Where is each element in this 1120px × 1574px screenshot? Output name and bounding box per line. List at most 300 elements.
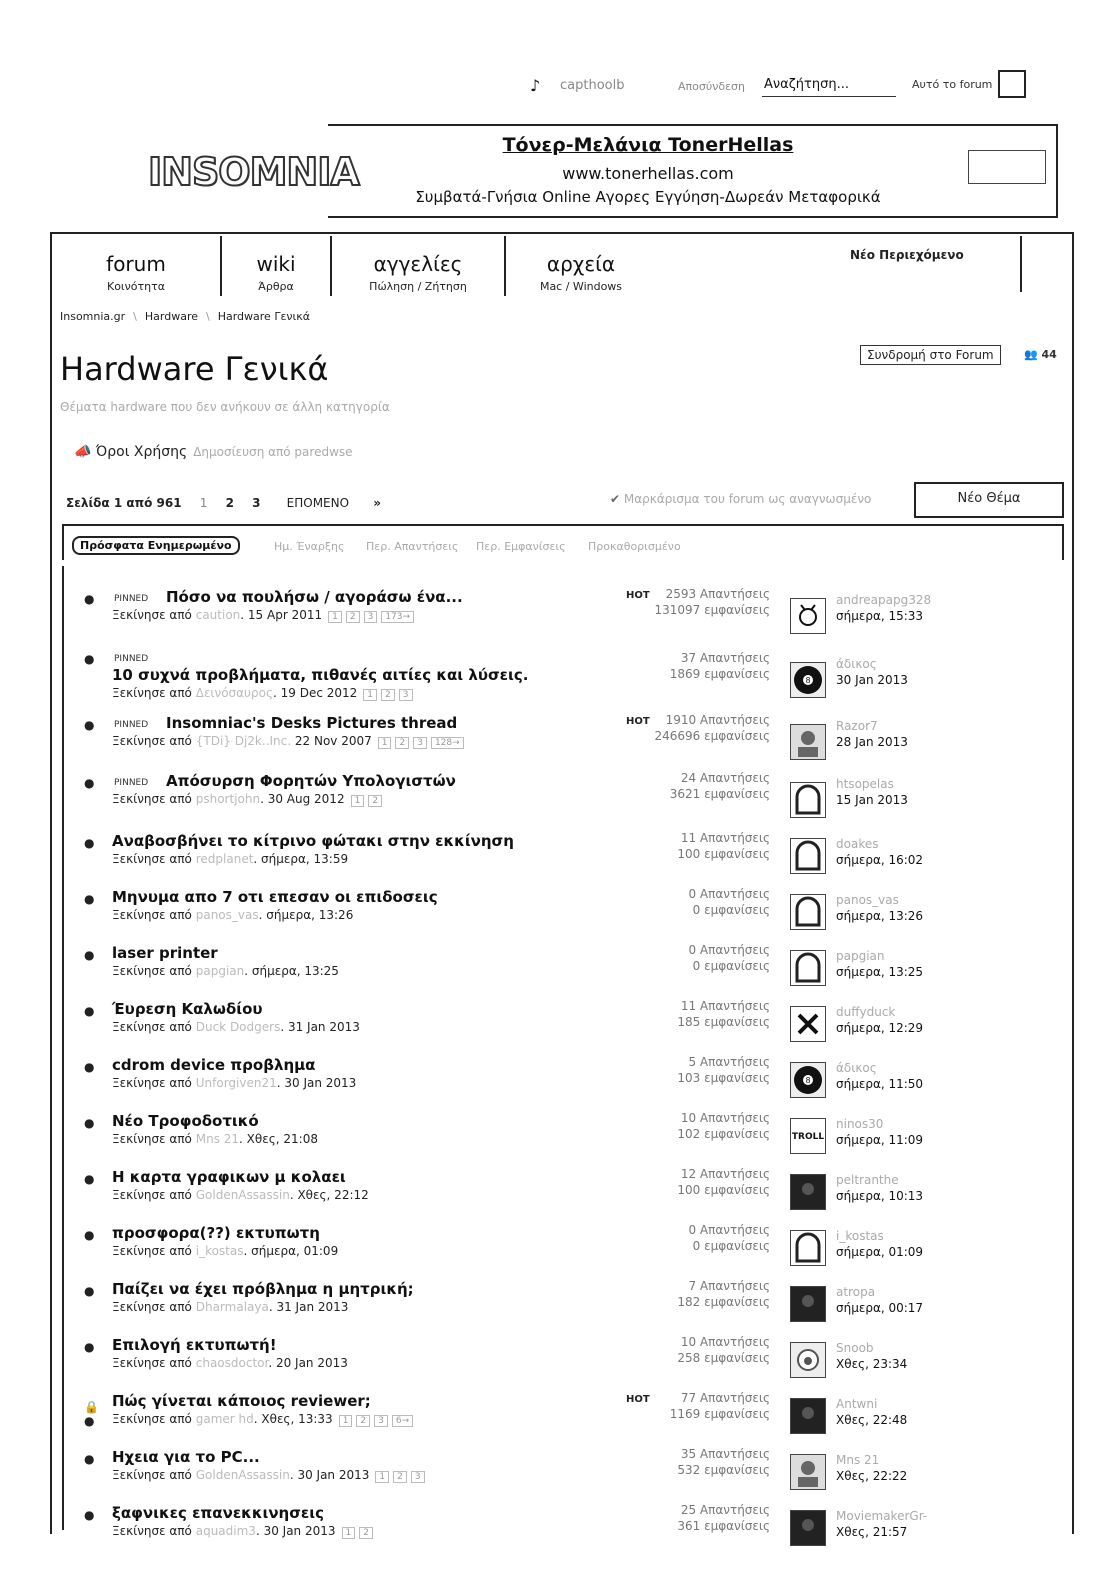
last-poster-name[interactable]: peltranthe [836, 1173, 899, 1187]
topic-page-link[interactable]: 1 [342, 1527, 356, 1539]
hot-badge: HOT [626, 1394, 650, 1405]
topic-title[interactable]: προσφορα(??) εκτυπωτη [112, 1224, 320, 1242]
last-poster-name[interactable]: andreapapg328 [836, 593, 932, 607]
last-poster-name[interactable]: Snoob [836, 1341, 874, 1355]
starter-name[interactable]: Mns 21 [195, 1132, 240, 1146]
unread-dot-icon[interactable]: ● [84, 1508, 95, 1522]
unread-dot-icon[interactable]: ● [84, 718, 95, 732]
topic-page-link[interactable]: 2 [381, 689, 395, 701]
topic-starter [112, 1524, 377, 1539]
starter-name[interactable]: aquadim3 [195, 1524, 256, 1538]
last-poster-name[interactable]: Antwni [836, 1397, 878, 1411]
topic-starter [112, 1188, 369, 1202]
last-post-date[interactable]: σήμερα, 16:02 [836, 853, 924, 867]
last-post-info [836, 948, 923, 980]
topic-starter [112, 734, 468, 749]
page-count-label: Σελίδα 1 από 961 [66, 496, 182, 510]
last-poster-name[interactable]: atropa [836, 1285, 876, 1299]
unread-dot-icon[interactable]: ● [84, 652, 95, 666]
unread-dot-icon[interactable]: ● [84, 1414, 95, 1428]
topic-row[interactable] [64, 824, 1060, 880]
breadcrumb-item[interactable]: Hardware [144, 310, 198, 323]
last-poster-name[interactable]: MoviemakerGr- [836, 1509, 928, 1523]
view-count: 103 εμφανίσεις [677, 1071, 770, 1085]
sort-tab-recent[interactable]: Πρόσφατα Ενημερωμένο [72, 536, 240, 555]
last-post-date[interactable]: σήμερα, 11:50 [836, 1077, 924, 1091]
topic-title[interactable]: Απόσυρση Φορητών Υπολογιστών [166, 772, 456, 790]
topic-row[interactable] [64, 1384, 1060, 1440]
starter-name[interactable]: redplanet [195, 852, 254, 866]
nav-tab-sublabel: Άρθρα [258, 280, 294, 293]
last-poster-name[interactable]: doakes [836, 837, 879, 851]
started-by-label: Ξεκίνησε από [112, 1412, 192, 1426]
topic-starter [112, 1412, 417, 1427]
topic-page-link[interactable]: 173→ [381, 611, 414, 623]
started-by-label: Ξεκίνησε από [112, 1244, 192, 1258]
ad-url[interactable]: www.tonerhellas.com [562, 164, 734, 183]
topic-row[interactable] [64, 1160, 1060, 1216]
topic-page-link[interactable]: 3 [399, 689, 413, 701]
last-poster-name[interactable]: htsopelas [836, 777, 894, 791]
reply-count: 11 Απαντήσεις [680, 831, 770, 845]
nav-tab-forum[interactable] [52, 236, 222, 296]
last-poster-avatar[interactable] [790, 1342, 826, 1378]
lock-icon: 🔒 [84, 1400, 99, 1414]
topic-starter [112, 792, 386, 807]
breadcrumb-item[interactable]: Insomnia.gr [60, 310, 126, 323]
search-scope-checkbox[interactable] [998, 70, 1026, 98]
topic-pages [328, 608, 418, 623]
last-poster-avatar[interactable] [790, 1510, 826, 1546]
view-count: 532 εμφανίσεις [677, 1463, 770, 1477]
topic-row[interactable] [64, 648, 1060, 704]
last-poster-name[interactable]: άδικος [836, 657, 877, 671]
mark-forum-read-label: Μαρκάρισμα του forum ως αναγνωσμένο [623, 492, 872, 506]
topic-starter [112, 908, 353, 922]
topic-row[interactable] [64, 1104, 1060, 1160]
topic-date: . 19 Dec 2012 [273, 686, 358, 700]
view-count: 131097 εμφανίσεις [654, 603, 770, 617]
reply-count: 10 Απαντήσεις [680, 1335, 770, 1349]
last-post-date[interactable]: 30 Jan 2013 [836, 673, 908, 687]
topic-starter [112, 1244, 338, 1258]
topic-page-link[interactable]: 1 [375, 1471, 389, 1483]
topic-title[interactable]: Insomniac's Desks Pictures thread [166, 714, 458, 732]
view-count: 100 εμφανίσεις [677, 847, 770, 861]
last-post-info [836, 1340, 907, 1372]
unread-dot-icon[interactable]: ● [84, 1340, 95, 1354]
started-by-label: Ξεκίνησε από [112, 1188, 192, 1202]
topic-page-link[interactable]: 3 [411, 1471, 425, 1483]
topic-starter [112, 964, 339, 978]
unread-dot-icon[interactable]: ● [84, 1228, 95, 1242]
mark-forum-read-link[interactable] [610, 492, 871, 506]
last-post-date[interactable]: σήμερα, 13:26 [836, 909, 924, 923]
topic-date: . 20 Jan 2013 [268, 1356, 348, 1370]
starter-name[interactable]: i_kostas [195, 1244, 244, 1258]
topic-row[interactable] [64, 936, 1060, 992]
started-by-label: Ξεκίνησε από [112, 1132, 192, 1146]
topic-title[interactable]: laser printer [112, 944, 218, 962]
search-scope-label: Αυτό το forum [912, 78, 993, 91]
last-poster-avatar[interactable] [790, 1230, 826, 1266]
last-post-date[interactable]: σήμερα, 12:29 [836, 1021, 924, 1035]
topic-row[interactable] [64, 584, 1060, 640]
last-poster-name[interactable]: Mns 21 [836, 1453, 880, 1467]
topic-date: . 30 Jan 2013 [276, 1076, 357, 1090]
announcement[interactable] [74, 444, 353, 460]
last-post-date[interactable]: σήμερα, 10:13 [836, 1189, 924, 1203]
unread-dot-icon[interactable]: ● [84, 892, 95, 906]
view-count: 258 εμφανίσεις [677, 1351, 770, 1365]
followers-icon: 👥 [1024, 348, 1042, 361]
starter-name[interactable]: {TDi} Dj2k..Inc. [195, 734, 292, 748]
last-poster-avatar[interactable] [790, 1174, 826, 1210]
topic-row[interactable] [64, 992, 1060, 1048]
reply-count: 0 Απαντήσεις [688, 1223, 770, 1237]
view-count: 1169 εμφανίσεις [669, 1407, 770, 1421]
last-post-date[interactable]: σήμερα, 00:17 [836, 1301, 924, 1315]
last-poster-avatar[interactable] [790, 1398, 826, 1434]
nav-tab-files[interactable] [506, 236, 656, 296]
last-post-info [836, 1172, 923, 1204]
started-by-label: Ξεκίνησε από [112, 908, 192, 922]
logout-link[interactable]: Αποσύνδεση [678, 80, 745, 93]
topic-date: . Χθες, 21:08 [239, 1132, 318, 1146]
hot-badge: HOT [626, 716, 650, 727]
starter-name[interactable]: caution [195, 608, 241, 622]
user-icon[interactable]: ♪ [530, 76, 541, 95]
unread-dot-icon[interactable]: ● [84, 836, 95, 850]
view-count: 0 εμφανίσεις [692, 959, 770, 973]
started-by-label: Ξεκίνησε από [112, 1356, 192, 1370]
followers-count[interactable] [1024, 348, 1057, 361]
new-content-link[interactable]: Νέο Περιεχόμενο [850, 248, 964, 262]
page-link[interactable]: 1 [199, 496, 208, 510]
last-post-info [836, 1284, 923, 1316]
next-page-link[interactable]: ΕΠΟΜΕΝΟ [286, 496, 350, 510]
site-logo[interactable]: INSOMNIA [148, 150, 359, 194]
topic-pages [342, 1524, 377, 1539]
topic-title[interactable]: Ηχεια για το PC... [112, 1448, 260, 1466]
last-post-date[interactable]: σήμερα, 13:25 [836, 965, 924, 979]
username-link[interactable]: capthoolb [560, 78, 625, 93]
nav-tab-sublabel: Κοινότητα [106, 280, 165, 293]
reply-count: 37 Απαντήσεις [680, 651, 770, 665]
starter-name[interactable]: GoldenAssassin [195, 1188, 290, 1202]
topic-row[interactable] [64, 768, 1060, 824]
starter-name[interactable]: Unforgiven21 [195, 1076, 277, 1090]
unread-dot-icon[interactable]: ● [84, 1284, 95, 1298]
last-post-date[interactable]: 28 Jan 2013 [836, 735, 908, 749]
started-by-label: Ξεκίνησε από [112, 964, 192, 978]
topic-page-link[interactable]: 3 [413, 737, 427, 749]
page-link[interactable]: 2 [225, 496, 234, 510]
topic-row[interactable] [64, 1496, 1060, 1552]
topic-stats [630, 770, 770, 802]
reply-count: 25 Απαντήσεις [680, 1503, 770, 1517]
topic-row[interactable] [64, 1328, 1060, 1384]
nav-tab-sublabel: Πώληση / Ζήτηση [369, 280, 467, 293]
breadcrumb: Insomnia.gr \ Hardware \ Hardware Γενικά [60, 310, 310, 323]
view-count: 102 εμφανίσεις [677, 1127, 770, 1141]
starter-name[interactable]: chaosdoctor [195, 1356, 269, 1370]
topic-page-link[interactable]: 2 [346, 611, 360, 623]
nav-tab-label: αρχεία [546, 252, 616, 276]
pinned-badge: PINNED [114, 654, 149, 664]
topic-page-link[interactable]: 1 [363, 689, 377, 701]
starter-name[interactable]: Duck Dodgers [195, 1020, 281, 1034]
topic-date: 22 Nov 2007 [291, 734, 372, 748]
hot-badge: HOT [626, 590, 650, 601]
topic-stats [630, 1502, 770, 1534]
topic-title[interactable]: cdrom device προβλημα [112, 1056, 316, 1074]
topic-title[interactable]: Νέο Τροφοδοτικό [112, 1112, 259, 1130]
topic-pages [363, 686, 416, 701]
topic-row[interactable] [64, 880, 1060, 936]
topic-title[interactable]: ξαφνικες επανεκκινησεις [112, 1504, 324, 1522]
reply-count: 11 Απαντήσεις [680, 999, 770, 1013]
last-poster-avatar[interactable] [790, 1286, 826, 1322]
last-post-info [836, 1004, 923, 1036]
last-post-date[interactable]: 15 Jan 2013 [836, 793, 908, 807]
reply-count: 2593 Απαντήσεις [665, 587, 770, 601]
reply-count: 35 Απαντήσεις [680, 1447, 770, 1461]
topic-starter [112, 1468, 429, 1483]
topic-page-link[interactable]: 1 [328, 611, 342, 623]
last-post-info [836, 836, 923, 868]
ad-banner[interactable] [328, 124, 1058, 218]
topic-date: . Χθες, 13:33 [253, 1412, 333, 1426]
topic-stats [630, 1222, 770, 1254]
topic-title[interactable]: Μηνυμα απο 7 οτι επεσαν οι επιδοσεις [112, 888, 438, 906]
started-by-label: Ξεκίνησε από [112, 1468, 192, 1482]
topic-title[interactable]: Επιλογή εκτυπωτή! [112, 1336, 277, 1354]
topic-row[interactable] [64, 1048, 1060, 1104]
reply-count: 5 Απαντήσεις [688, 1055, 770, 1069]
last-poster-name[interactable]: άδικος [836, 1061, 877, 1075]
forum-description: Θέματα hardware που δεν ανήκουν σε άλλη κατηγορία [60, 400, 390, 414]
last-page-link[interactable]: » [373, 496, 382, 510]
topic-page-link[interactable]: 6→ [392, 1415, 413, 1427]
last-post-date[interactable]: Χθες, 22:22 [836, 1469, 908, 1483]
last-poster-name[interactable]: papgian [836, 949, 885, 963]
last-post-info [836, 1452, 907, 1484]
last-poster-name[interactable]: duffyduck [836, 1005, 896, 1019]
unread-dot-icon[interactable]: ● [84, 1452, 95, 1466]
started-by-label: Ξεκίνησε από [112, 852, 192, 866]
topic-title[interactable]: Παίζει να έχει πρόβλημα η μητρική; [112, 1280, 414, 1298]
last-poster-avatar[interactable] [790, 1062, 826, 1098]
topic-starter [112, 1076, 356, 1090]
topic-page-link[interactable]: 1 [351, 795, 365, 807]
topic-starter [112, 852, 348, 866]
topic-date: . σήμερα, 01:09 [243, 1244, 339, 1258]
topic-stats [630, 1446, 770, 1478]
topic-stats [630, 1166, 770, 1198]
last-poster-name[interactable]: panos_vas [836, 893, 899, 907]
starter-name[interactable]: Δεινόσαυρος [195, 686, 273, 700]
sort-tabs [62, 524, 1064, 560]
topic-starter [112, 608, 418, 623]
reply-count: 77 Απαντήσεις [680, 1391, 770, 1405]
topic-stats [630, 942, 770, 974]
last-post-date[interactable]: σήμερα, 01:09 [836, 1245, 924, 1259]
topic-page-link[interactable]: 2 [356, 1415, 370, 1427]
megaphone-icon: 📣 [74, 444, 96, 460]
topic-title[interactable]: Αναβοσβήνει το κίτρινο φώτακι στην εκκίνηση [112, 832, 514, 850]
topic-title[interactable]: Πόσο να πουλήσω / αγοράσω ένα... [166, 588, 463, 606]
topic-title[interactable]: 10 συχνά προβλήματα, πιθανές αιτίες και λύσεις. [112, 666, 529, 684]
topic-stats [630, 712, 770, 744]
pinned-badge: PINNED [114, 594, 149, 604]
reply-count: 0 Απαντήσεις [688, 887, 770, 901]
view-count: 185 εμφανίσεις [677, 1015, 770, 1029]
started-by-label: Ξεκίνησε από [112, 792, 192, 806]
subscribe-button[interactable]: Συνδρομή στο Forum [860, 345, 1001, 365]
topic-page-link[interactable]: 2 [393, 1471, 407, 1483]
new-topic-button[interactable]: Νέο Θέμα [914, 482, 1064, 518]
topic-row[interactable] [64, 1440, 1060, 1496]
topic-page-link[interactable]: 2 [395, 737, 409, 749]
search-input[interactable]: Αναζήτηση... [762, 74, 896, 97]
topic-page-link[interactable]: 128→ [431, 737, 464, 749]
last-poster-avatar[interactable] [790, 724, 826, 760]
nav-tab-wiki[interactable] [222, 236, 332, 296]
topic-pages [375, 1468, 428, 1483]
topic-stats [630, 1390, 770, 1422]
last-post-date[interactable]: Χθες, 23:34 [836, 1357, 908, 1371]
topic-date: . 15 Apr 2011 [240, 608, 323, 622]
starter-name[interactable]: pshortjohn [195, 792, 261, 806]
started-by-label: Ξεκίνησε από [112, 1020, 192, 1034]
sort-tab-replies[interactable]: Περ. Απαντήσεις [366, 540, 459, 553]
ad-title[interactable]: Τόνερ-Μελάνια TonerHellas [502, 134, 794, 156]
view-count: 361 εμφανίσεις [677, 1519, 770, 1533]
topic-date: . σήμερα, 13:25 [244, 964, 339, 978]
reply-count: 0 Απαντήσεις [688, 943, 770, 957]
view-count: 100 εμφανίσεις [677, 1183, 770, 1197]
starter-name[interactable]: panos_vas [195, 908, 259, 922]
started-by-label: Ξεκίνησε από [112, 1524, 192, 1538]
starter-name[interactable]: GoldenAssassin [195, 1468, 290, 1482]
last-poster-avatar[interactable] [790, 598, 826, 634]
last-post-info [836, 1116, 923, 1148]
unread-dot-icon[interactable]: ● [84, 1172, 95, 1186]
last-poster-avatar[interactable] [790, 782, 826, 818]
sort-tab-views[interactable]: Περ. Εμφανίσεις [476, 540, 566, 553]
topic-stats [630, 650, 770, 682]
view-count: 1869 εμφανίσεις [669, 667, 770, 681]
last-post-info [836, 1228, 923, 1260]
started-by-label: Ξεκίνησε από [112, 1076, 192, 1090]
last-poster-avatar[interactable] [790, 838, 826, 874]
started-by-label: Ξεκίνησε από [112, 734, 192, 748]
last-poster-name[interactable]: Razor7 [836, 719, 878, 733]
topic-stats [630, 1110, 770, 1142]
topic-date: . 31 Jan 2013 [268, 1300, 349, 1314]
topic-page-link[interactable]: 2 [368, 795, 382, 807]
topic-date: . 31 Jan 2013 [280, 1020, 360, 1034]
last-post-date[interactable]: σήμερα, 11:09 [836, 1133, 924, 1147]
breadcrumb-item[interactable]: Hardware Γενικά [217, 310, 310, 323]
nav-tab-classifieds[interactable] [332, 236, 506, 296]
nav-tab-sublabel: Mac / Windows [539, 280, 623, 293]
nav-tab-label: αγγελίες [373, 252, 463, 276]
svg-text:8: 8 [805, 676, 811, 685]
last-post-info [836, 656, 908, 688]
last-poster-avatar[interactable] [790, 1454, 826, 1490]
page-link[interactable]: 3 [252, 496, 261, 510]
check-icon: ✔ [610, 492, 624, 506]
ad-description: Συμβατά-Γνήσια Online Αγορες Εγγύηση-Δωρεάν Μεταφορικά [415, 188, 881, 206]
page-title: Hardware Γενικά [60, 350, 329, 388]
last-poster-avatar[interactable] [790, 662, 826, 698]
sort-tab-default[interactable]: Προκαθορισμένο [588, 540, 681, 553]
last-poster-avatar[interactable] [790, 894, 826, 930]
topic-page-link[interactable]: 1 [339, 1415, 353, 1427]
starter-name[interactable]: papgian [195, 964, 245, 978]
reply-count: 7 Απαντήσεις [688, 1279, 770, 1293]
topic-date: . 30 Jan 2013 [255, 1524, 336, 1538]
topic-starter [112, 1132, 318, 1146]
last-poster-avatar[interactable] [790, 1006, 826, 1042]
last-post-date[interactable]: Χθες, 22:48 [836, 1413, 908, 1427]
last-poster-name[interactable]: i_kostas [836, 1229, 884, 1243]
topic-title[interactable]: Έυρεση Καλωδίου [112, 1000, 263, 1018]
topic-date: . σήμερα, 13:59 [253, 852, 349, 866]
pinned-badge: PINNED [114, 720, 149, 730]
view-count: 0 εμφανίσεις [692, 903, 770, 917]
last-post-date[interactable]: σήμερα, 15:33 [836, 609, 924, 623]
view-count: 3621 εμφανίσεις [669, 787, 770, 801]
topic-page-link[interactable]: 3 [374, 1415, 388, 1427]
last-poster-avatar[interactable] [790, 1118, 826, 1154]
unread-dot-icon[interactable]: ● [84, 1004, 95, 1018]
topic-title[interactable]: Η καρτα γραφικων μ κολαει [112, 1168, 346, 1186]
unread-dot-icon[interactable]: ● [84, 948, 95, 962]
announcement-title[interactable]: Όροι Χρήσης [95, 444, 188, 460]
unread-dot-icon[interactable]: ● [84, 1116, 95, 1130]
topic-row[interactable] [64, 1272, 1060, 1328]
started-by-label: Ξεκίνησε από [112, 686, 192, 700]
unread-dot-icon[interactable]: ● [84, 776, 95, 790]
topic-title[interactable]: Πώς γίνεται κάποιος reviewer; [112, 1392, 371, 1410]
nav-tab-label: wiki [256, 252, 296, 276]
topic-page-link[interactable]: 2 [359, 1527, 373, 1539]
unread-dot-icon[interactable]: ● [84, 1060, 95, 1074]
topic-row[interactable] [64, 710, 1060, 766]
followers-number: 44 [1041, 348, 1057, 361]
unread-dot-icon[interactable]: ● [84, 592, 95, 606]
pagination [66, 496, 381, 510]
topic-starter [112, 686, 417, 701]
starter-name[interactable]: gamer hd [195, 1412, 254, 1426]
topic-list [62, 566, 1060, 1539]
topic-page-link[interactable]: 1 [378, 737, 392, 749]
last-poster-avatar[interactable] [790, 950, 826, 986]
topic-row[interactable] [64, 1216, 1060, 1272]
sort-tab-start-date[interactable]: Ημ. Έναρξης [274, 540, 345, 553]
svg-text:8: 8 [805, 1076, 811, 1085]
nav-tab-label: forum [106, 252, 166, 276]
last-post-date[interactable]: Χθες, 21:57 [836, 1525, 908, 1539]
reply-count: 24 Απαντήσεις [680, 771, 770, 785]
topic-date: . Χθες, 22:12 [289, 1188, 369, 1202]
last-poster-name[interactable]: ninos30 [836, 1117, 884, 1131]
starter-name[interactable]: Dharmalaya [195, 1300, 269, 1314]
topic-page-link[interactable]: 3 [364, 611, 378, 623]
